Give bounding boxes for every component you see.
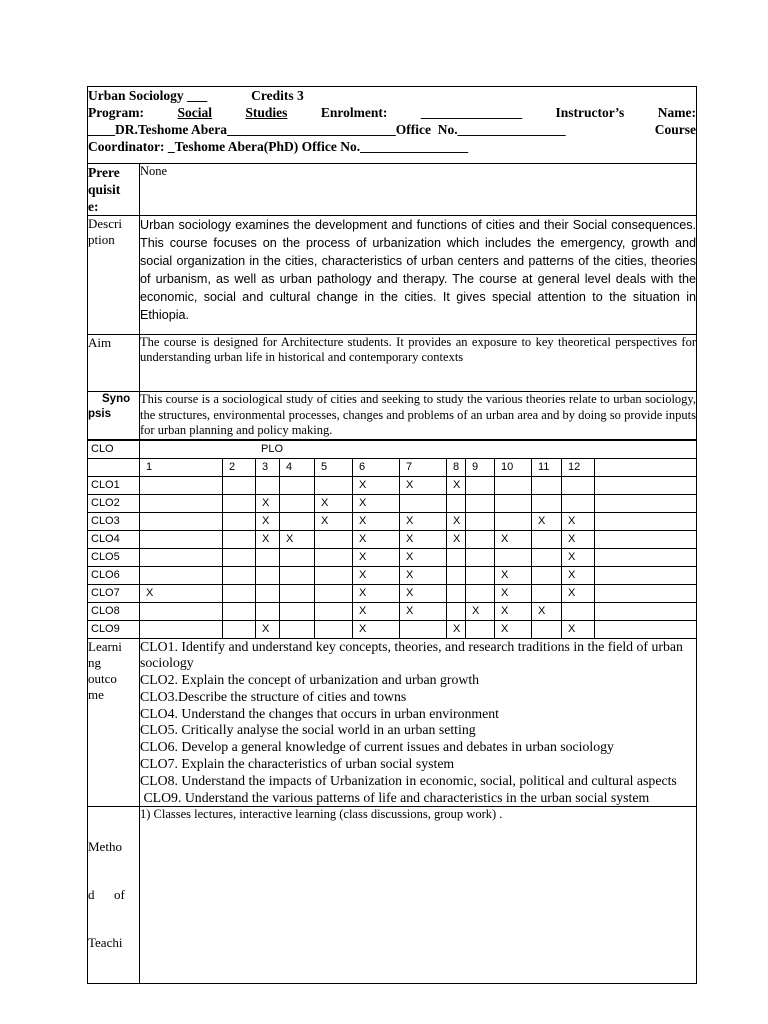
mapping-cell: X <box>495 584 532 602</box>
description-label-line: ption <box>88 232 115 247</box>
mapping-cell: X <box>400 566 447 584</box>
mapping-cell: X <box>447 530 466 548</box>
mapping-cell: X <box>256 494 280 512</box>
mapping-row <box>88 602 697 620</box>
mapping-extra-cell <box>595 512 697 530</box>
outcome-item: CLO9. Understand the various patterns of life and characteristics in the urban social system <box>140 789 650 805</box>
outcome-label <box>88 639 140 807</box>
mapping-cell <box>315 620 353 638</box>
outcome-item: CLO7. Explain the characteristics of urban social system <box>140 756 455 772</box>
mapping-cell <box>532 584 562 602</box>
mapping-cell <box>466 566 495 584</box>
program-value-2: Studies <box>245 105 288 120</box>
description-label <box>88 216 140 335</box>
mapping-cell <box>280 602 315 620</box>
mapping-cell <box>562 602 595 620</box>
mapping-cell <box>256 584 280 602</box>
clo-label: CLO6 <box>88 566 140 584</box>
outcome-item: CLO3.Describe the structure of cities and towns <box>140 688 407 704</box>
outcome-label-line: ng <box>88 654 101 670</box>
credits: Credits 3 <box>251 88 304 103</box>
mapping-cell <box>447 494 466 512</box>
outcome-item: CLO2. Explain the concept of urbanization and urban growth <box>140 672 480 688</box>
office-no: No.________________ <box>437 122 566 137</box>
method-item: 1) Classes lectures, interactive learning (class discussions, group work) . <box>140 807 697 984</box>
mapping-cell <box>140 530 223 548</box>
mapping-extra-cell <box>595 620 697 638</box>
mapping-cell <box>223 530 256 548</box>
outcome-item: CLO6. Develop a general knowledge of current issues and debates in urban sociology <box>140 739 614 755</box>
outcome-row <box>88 639 697 807</box>
clo-label: CLO1 <box>88 476 140 494</box>
mapping-cell <box>532 530 562 548</box>
mapping-extra-cell <box>595 494 697 512</box>
mapping-cell: X <box>353 602 400 620</box>
header-line-1 <box>88 87 696 104</box>
header-row <box>88 87 697 164</box>
method-label-line: Teachi <box>88 935 123 951</box>
mapping-cell: X <box>256 530 280 548</box>
mapping-cell: X <box>562 530 595 548</box>
mapping-cell: X <box>532 602 562 620</box>
mapping-cell <box>315 476 353 494</box>
mapping-cell <box>495 476 532 494</box>
mapping-cell <box>562 476 595 494</box>
clo-label: CLO3 <box>88 512 140 530</box>
clo-label: CLO8 <box>88 602 140 620</box>
plo-number-cell: 9 <box>466 458 495 476</box>
name-label: Name: <box>657 105 696 120</box>
synopsis-label-line: Syno <box>102 393 131 405</box>
course-table-lower <box>87 639 697 985</box>
mapping-cell: X <box>400 584 447 602</box>
mapping-cell <box>140 512 223 530</box>
mapping-cell <box>532 494 562 512</box>
instructor-name: ____DR.Teshome Abera_________________________ <box>88 122 396 137</box>
prerequisite-label <box>88 164 140 216</box>
mapping-row <box>88 620 697 638</box>
plo-number-cell: 12 <box>562 458 595 476</box>
plo-number-cell: 1 <box>140 458 223 476</box>
mapping-cell <box>223 584 256 602</box>
method-label <box>88 807 140 984</box>
mapping-cell <box>562 494 595 512</box>
office-label: Office <box>395 122 431 137</box>
method-row <box>88 807 697 984</box>
mapping-extra-cell <box>595 602 697 620</box>
instructor-label: Instructor’s <box>555 105 625 120</box>
mapping-cell: X <box>562 584 595 602</box>
plo-number-cell: 4 <box>280 458 315 476</box>
mapping-cell <box>447 602 466 620</box>
mapping-cell <box>223 566 256 584</box>
prerequisite-label-line: e: <box>88 199 99 214</box>
mapping-cell <box>532 476 562 494</box>
description-label-line: Descri <box>88 216 122 231</box>
mapping-extra-cell <box>595 476 697 494</box>
clo-label: CLO2 <box>88 494 140 512</box>
mapping-cell <box>223 602 256 620</box>
mapping-cell: X <box>495 620 532 638</box>
mapping-cell <box>140 494 223 512</box>
mapping-cell: X <box>495 566 532 584</box>
mapping-extra-cell <box>595 530 697 548</box>
mapping-cell: X <box>400 476 447 494</box>
plo-number-row <box>88 458 697 476</box>
mapping-cell <box>400 620 447 638</box>
mapping-cell <box>140 566 223 584</box>
plo-number-blank <box>88 458 140 476</box>
plo-number-cell: 5 <box>315 458 353 476</box>
mapping-cell <box>140 620 223 638</box>
mapping-cell <box>223 494 256 512</box>
mapping-cell <box>532 620 562 638</box>
clo-label: CLO9 <box>88 620 140 638</box>
mapping-cell: X <box>353 566 400 584</box>
clo-label: CLO4 <box>88 530 140 548</box>
outcome-item: CLO8. Understand the impacts of Urbanization in economic, social, political and cultural aspects <box>140 772 677 788</box>
mapping-cell <box>280 494 315 512</box>
outcome-list <box>140 639 697 807</box>
mapping-row <box>88 530 697 548</box>
course-label: Course <box>654 122 696 137</box>
outcome-label-line: me <box>88 686 104 702</box>
synopsis-label-line: psis <box>88 408 112 420</box>
mapping-header-row <box>88 440 697 458</box>
plo-number-cell: 3 <box>256 458 280 476</box>
enrolment-blank: _______________ <box>420 105 523 120</box>
mapping-cell <box>280 476 315 494</box>
outcome-item: CLO1. Identify and understand key concepts, theories, and research traditions in the field of urban sociology <box>140 638 683 671</box>
mapping-row <box>88 476 697 494</box>
mapping-cell <box>315 584 353 602</box>
mapping-cell <box>140 602 223 620</box>
plo-number-cell: 10 <box>495 458 532 476</box>
coordinator-line: Coordinator: _Teshome Abera(PhD) Office No.________________ <box>88 139 469 154</box>
course-header <box>88 87 697 164</box>
mapping-cell <box>495 512 532 530</box>
mapping-cell <box>315 602 353 620</box>
mapping-cell: X <box>353 512 400 530</box>
mapping-cell <box>466 530 495 548</box>
synopsis-label <box>88 392 140 440</box>
program-value-1: Social <box>177 105 212 120</box>
mapping-cell: X <box>256 512 280 530</box>
outcome-label-line: outco <box>88 670 117 686</box>
method-label-line: Metho <box>88 839 122 855</box>
plo-number-cell: 7 <box>400 458 447 476</box>
mapping-cell <box>400 494 447 512</box>
prerequisite-label-line: Prere <box>88 165 120 180</box>
mapping-cell <box>223 476 256 494</box>
description-text: Urban sociology examines the development and functions of cities and their Social consequences. This course focuses on the process of urbanization which includes the emergency, growth and social organization in the cities, characteristics of urban centers and patterns of the cities, theories of urbanism, as well as urban pathology and therapy. The course at general level deals with the economic, social and cultural change in the cities. It gives special attention to the situation in Ethiopia. <box>140 216 697 335</box>
mapping-cell: X <box>400 548 447 566</box>
header-line-2 <box>88 104 696 121</box>
mapping-cell: X <box>400 602 447 620</box>
instructor-office <box>88 121 566 138</box>
mapping-cell <box>495 494 532 512</box>
mapping-cell <box>280 512 315 530</box>
mapping-cell <box>315 548 353 566</box>
plo-number-cell: 11 <box>532 458 562 476</box>
mapping-extra-cell <box>595 584 697 602</box>
outcome-item: CLO5. Critically analyse the social world in an urban setting <box>140 722 476 738</box>
clo-header: CLO <box>88 440 140 458</box>
mapping-extra-cell <box>595 566 697 584</box>
clo-label: CLO7 <box>88 584 140 602</box>
mapping-cell <box>532 566 562 584</box>
clo-label: CLO5 <box>88 548 140 566</box>
mapping-row <box>88 584 697 602</box>
plo-header: PLO <box>140 440 697 458</box>
mapping-cell <box>256 476 280 494</box>
method-label-line: d of <box>88 887 125 903</box>
mapping-cell <box>140 476 223 494</box>
mapping-cell: X <box>256 620 280 638</box>
mapping-cell: X <box>495 530 532 548</box>
mapping-cell <box>280 620 315 638</box>
mapping-cell: X <box>353 584 400 602</box>
synopsis-row <box>88 392 697 440</box>
mapping-cell: X <box>353 620 400 638</box>
mapping-cell: X <box>447 620 466 638</box>
mapping-cell: X <box>400 530 447 548</box>
mapping-cell <box>223 620 256 638</box>
synopsis-text: This course is a sociological study of cities and seeking to study the various theories relate to urban sociology, the structures, environmental processes, changes and problems of an urban area and by doing so provide inputs for urban planning and policy making. <box>140 392 696 437</box>
mapping-cell: X <box>353 530 400 548</box>
mapping-cell <box>495 548 532 566</box>
program-label: Program: <box>88 105 144 120</box>
mapping-cell <box>466 512 495 530</box>
mapping-cell <box>466 584 495 602</box>
prerequisite-row <box>88 164 697 216</box>
plo-extra-cell <box>595 458 697 476</box>
mapping-cell: X <box>400 512 447 530</box>
prerequisite-value: None <box>140 164 697 216</box>
mapping-cell: X <box>532 512 562 530</box>
mapping-cell: X <box>140 584 223 602</box>
mapping-body <box>88 476 697 638</box>
plo-number-cell: 6 <box>353 458 400 476</box>
mapping-cell <box>280 566 315 584</box>
mapping-cell: X <box>353 494 400 512</box>
mapping-cell <box>466 548 495 566</box>
mapping-cell: X <box>562 512 595 530</box>
clo-plo-mapping-table <box>87 440 697 639</box>
mapping-cell <box>315 530 353 548</box>
course-title: Urban Sociology ___ <box>88 88 208 103</box>
mapping-cell <box>447 584 466 602</box>
mapping-cell: X <box>315 512 353 530</box>
mapping-cell: X <box>447 512 466 530</box>
mapping-cell: X <box>562 548 595 566</box>
mapping-cell <box>223 548 256 566</box>
course-table <box>87 86 697 440</box>
aim-row <box>88 335 697 392</box>
mapping-row <box>88 548 697 566</box>
mapping-cell: X <box>466 602 495 620</box>
mapping-cell <box>140 548 223 566</box>
enrolment-label: Enrolment: <box>320 105 388 120</box>
aim-text: The course is designed for Architecture students. It provides an exposure to key theoretical perspectives for understanding urban life in historical and contemporary contexts <box>140 335 697 392</box>
course-document <box>87 86 696 984</box>
mapping-cell <box>223 512 256 530</box>
mapping-cell <box>447 548 466 566</box>
header-line-3 <box>88 121 696 138</box>
aim-label: Aim <box>88 335 140 392</box>
mapping-cell <box>532 548 562 566</box>
mapping-cell <box>466 494 495 512</box>
mapping-cell <box>256 548 280 566</box>
prerequisite-label-line: quisit <box>88 182 121 197</box>
mapping-cell <box>315 566 353 584</box>
mapping-cell <box>447 566 466 584</box>
plo-number-cell: 8 <box>447 458 466 476</box>
mapping-cell <box>280 548 315 566</box>
mapping-cell: X <box>495 602 532 620</box>
mapping-cell <box>466 476 495 494</box>
mapping-cell: X <box>280 530 315 548</box>
mapping-cell: X <box>562 566 595 584</box>
mapping-cell <box>256 566 280 584</box>
mapping-cell <box>256 602 280 620</box>
mapping-row <box>88 494 697 512</box>
mapping-cell: X <box>315 494 353 512</box>
mapping-row <box>88 512 697 530</box>
description-row <box>88 216 697 335</box>
mapping-cell: X <box>447 476 466 494</box>
mapping-cell: X <box>562 620 595 638</box>
mapping-extra-cell <box>595 548 697 566</box>
mapping-row <box>88 566 697 584</box>
mapping-cell: X <box>353 548 400 566</box>
outcome-label-line: Learni <box>88 638 122 654</box>
outcome-item: CLO4. Understand the changes that occurs in urban environment <box>140 705 500 721</box>
plo-number-cell: 2 <box>223 458 256 476</box>
mapping-cell: X <box>353 476 400 494</box>
mapping-cell <box>280 584 315 602</box>
mapping-cell <box>466 620 495 638</box>
